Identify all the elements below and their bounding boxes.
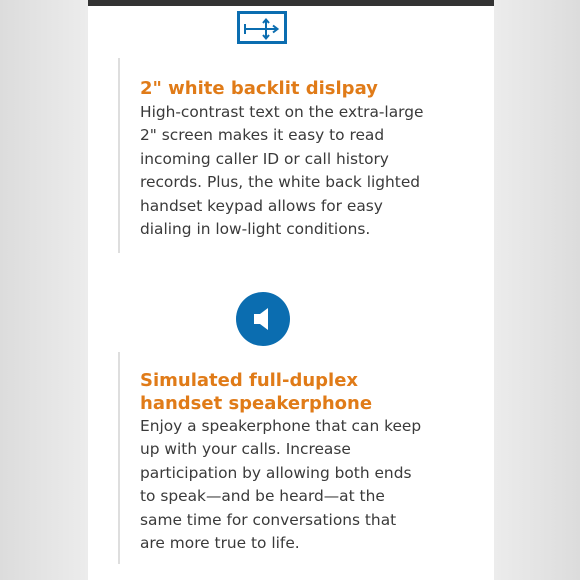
display-size-icon	[237, 11, 287, 44]
section-divider	[118, 352, 120, 564]
feature-title: Simulated full-duplex handset speakerphone	[140, 370, 373, 414]
feature-title: 2" white backlit dislpay	[140, 78, 378, 99]
feature-card	[88, 0, 494, 580]
section-divider	[118, 58, 120, 253]
left-margin	[0, 0, 88, 580]
feature-description: Enjoy a speakerphone that can keep up with your calls. Increase participation by allowing both ends to speak—and be heard—at the same time for conversations that are more true to life.	[140, 417, 422, 553]
top-bar	[88, 0, 494, 6]
right-margin	[494, 0, 580, 580]
feature-description: High-contrast text on the extra-large 2" screen makes it easy to read incoming caller ID or call history records. Plus, the white back lighted handset keypad allows for easy dialing in low-light conditions.	[140, 103, 424, 239]
speaker-icon	[236, 292, 290, 346]
